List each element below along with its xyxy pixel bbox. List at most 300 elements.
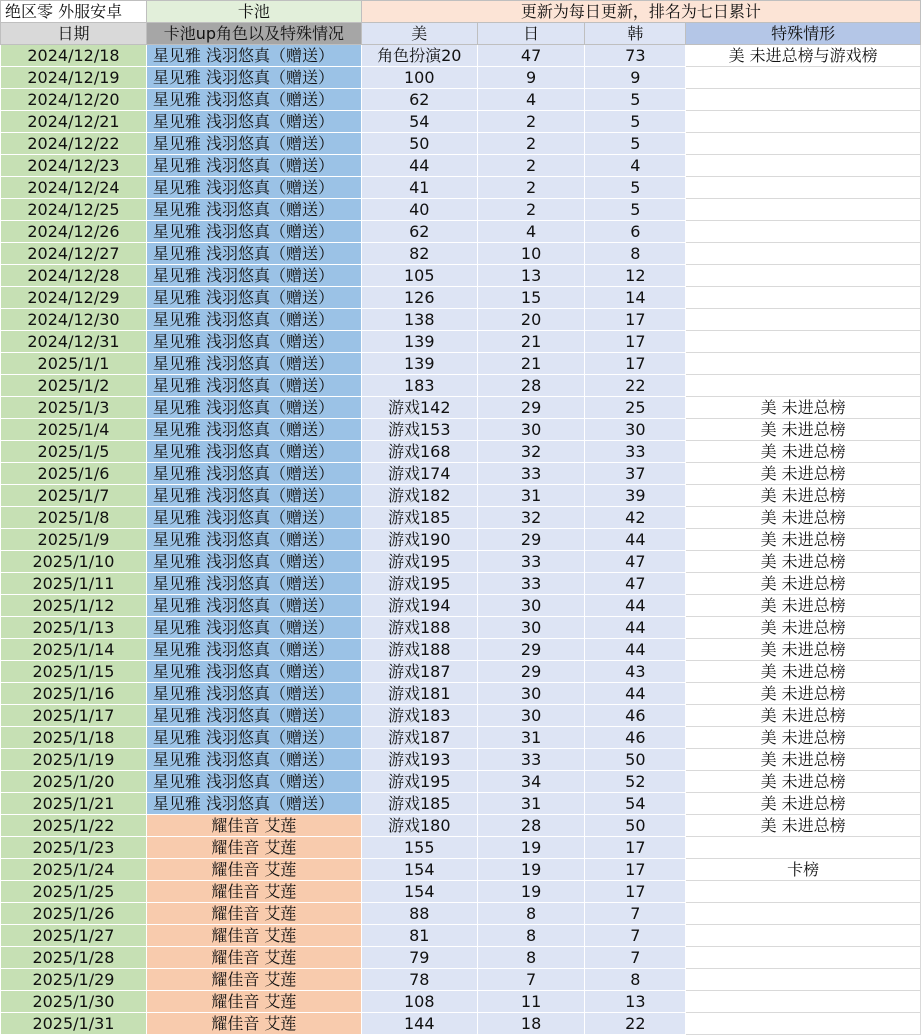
pool-cell[interactable]: 星见雅 浅羽悠真（赠送） [146,309,361,331]
kr-rank-cell[interactable]: 17 [585,331,686,353]
pool-cell[interactable]: 星见雅 浅羽悠真（赠送） [146,419,361,441]
jp-rank-cell[interactable]: 8 [477,903,585,925]
us-rank-cell[interactable]: 游戏190 [361,529,477,551]
pool-cell[interactable]: 星见雅 浅羽悠真（赠送） [146,595,361,617]
kr-rank-cell[interactable]: 22 [585,1013,686,1035]
kr-rank-cell[interactable]: 44 [585,683,686,705]
date-cell[interactable]: 2025/1/5 [1,441,147,463]
jp-rank-cell[interactable]: 33 [477,573,585,595]
pool-cell[interactable]: 星见雅 浅羽悠真（赠送） [146,67,361,89]
table-row [1,419,921,441]
kr-rank-cell[interactable]: 7 [585,947,686,969]
jp-rank-cell[interactable]: 4 [477,89,585,111]
us-rank-cell[interactable]: 105 [361,265,477,287]
pool-cell[interactable]: 耀佳音 艾莲 [146,969,361,991]
date-cell[interactable]: 2025/1/26 [1,903,147,925]
note-cell[interactable] [686,111,921,133]
pool-cell[interactable]: 星见雅 浅羽悠真（赠送） [146,529,361,551]
note-cell[interactable]: 美 未进总榜与游戏榜 [686,45,921,67]
date-cell[interactable]: 2025/1/31 [1,1013,147,1035]
date-cell[interactable]: 2025/1/16 [1,683,147,705]
us-rank-cell[interactable]: 108 [361,991,477,1013]
pool-cell[interactable]: 星见雅 浅羽悠真（赠送） [146,221,361,243]
date-cell[interactable]: 2024/12/20 [1,89,147,111]
pool-cell[interactable]: 耀佳音 艾莲 [146,815,361,837]
jp-rank-cell[interactable]: 19 [477,859,585,881]
note-cell[interactable]: 美 未进总榜 [686,639,921,661]
date-cell[interactable]: 2025/1/15 [1,661,147,683]
date-cell[interactable]: 2025/1/12 [1,595,147,617]
us-rank-cell[interactable]: 游戏180 [361,815,477,837]
pool-cell[interactable]: 星见雅 浅羽悠真（赠送） [146,133,361,155]
date-cell[interactable]: 2025/1/17 [1,705,147,727]
pool-cell[interactable]: 星见雅 浅羽悠真（赠送） [146,551,361,573]
date-cell[interactable]: 2025/1/21 [1,793,147,815]
jp-rank-cell[interactable]: 9 [477,67,585,89]
kr-rank-cell[interactable]: 17 [585,309,686,331]
kr-rank-cell[interactable]: 12 [585,265,686,287]
table-row [1,683,921,705]
table-row [1,243,921,265]
us-rank-cell[interactable]: 154 [361,859,477,881]
table-row [1,793,921,815]
note-cell[interactable] [686,133,921,155]
table-row [1,903,921,925]
table-row [1,265,921,287]
note-cell[interactable]: 美 未进总榜 [686,617,921,639]
jp-rank-cell[interactable]: 2 [477,155,585,177]
note-cell[interactable] [686,243,921,265]
date-cell[interactable]: 2025/1/7 [1,485,147,507]
pool-cell[interactable]: 星见雅 浅羽悠真（赠送） [146,243,361,265]
pool-cell[interactable]: 星见雅 浅羽悠真（赠送） [146,375,361,397]
date-cell[interactable]: 2025/1/4 [1,419,147,441]
pool-cell[interactable]: 星见雅 浅羽悠真（赠送） [146,155,361,177]
us-rank-cell[interactable]: 88 [361,903,477,925]
table-row [1,89,921,111]
note-cell[interactable] [686,1013,921,1035]
pool-cell[interactable]: 星见雅 浅羽悠真（赠送） [146,265,361,287]
note-cell[interactable] [686,881,921,903]
us-rank-cell[interactable]: 游戏187 [361,727,477,749]
kr-rank-cell[interactable]: 5 [585,89,686,111]
us-rank-cell[interactable]: 游戏168 [361,441,477,463]
date-cell[interactable]: 2025/1/13 [1,617,147,639]
us-rank-cell[interactable]: 155 [361,837,477,859]
note-cell[interactable] [686,925,921,947]
date-cell[interactable]: 2025/1/18 [1,727,147,749]
jp-rank-cell[interactable]: 2 [477,111,585,133]
note-cell[interactable]: 美 未进总榜 [686,727,921,749]
note-cell[interactable] [686,89,921,111]
jp-rank-cell[interactable]: 29 [477,639,585,661]
jp-rank-cell[interactable]: 4 [477,221,585,243]
jp-rank-cell[interactable]: 15 [477,287,585,309]
table-row [1,155,921,177]
note-cell[interactable]: 美 未进总榜 [686,529,921,551]
us-rank-cell[interactable]: 183 [361,375,477,397]
us-rank-cell[interactable]: 游戏142 [361,397,477,419]
table-row [1,617,921,639]
date-cell[interactable]: 2024/12/24 [1,177,147,199]
kr-rank-cell[interactable]: 17 [585,881,686,903]
table-row [1,485,921,507]
note-cell[interactable]: 美 未进总榜 [686,749,921,771]
jp-rank-cell[interactable]: 18 [477,1013,585,1035]
us-rank-cell[interactable]: 角色扮演20 [361,45,477,67]
note-cell[interactable]: 美 未进总榜 [686,419,921,441]
pool-cell[interactable]: 耀佳音 艾莲 [146,903,361,925]
jp-rank-cell[interactable]: 33 [477,463,585,485]
pool-cell[interactable]: 星见雅 浅羽悠真（赠送） [146,661,361,683]
table-row [1,177,921,199]
pool-cell[interactable]: 星见雅 浅羽悠真（赠送） [146,705,361,727]
jp-rank-cell[interactable]: 29 [477,529,585,551]
us-rank-cell[interactable]: 游戏195 [361,771,477,793]
date-cell[interactable]: 2025/1/14 [1,639,147,661]
us-rank-cell[interactable]: 游戏194 [361,595,477,617]
pool-cell[interactable]: 星见雅 浅羽悠真（赠送） [146,177,361,199]
kr-rank-cell[interactable]: 17 [585,859,686,881]
jp-rank-cell[interactable]: 19 [477,881,585,903]
date-cell[interactable]: 2025/1/20 [1,771,147,793]
jp-rank-cell[interactable]: 30 [477,683,585,705]
table-row [1,221,921,243]
note-cell[interactable] [686,309,921,331]
us-rank-cell[interactable]: 40 [361,199,477,221]
us-rank-cell[interactable]: 82 [361,243,477,265]
jp-rank-cell[interactable]: 2 [477,199,585,221]
kr-rank-cell[interactable]: 50 [585,749,686,771]
table-row [1,837,921,859]
note-cell[interactable] [686,177,921,199]
us-rank-cell[interactable]: 154 [361,881,477,903]
kr-rank-cell[interactable]: 5 [585,199,686,221]
us-rank-cell[interactable]: 41 [361,177,477,199]
pool-cell[interactable]: 星见雅 浅羽悠真（赠送） [146,793,361,815]
us-rank-cell[interactable]: 78 [361,969,477,991]
note-cell[interactable] [686,155,921,177]
kr-rank-cell[interactable]: 50 [585,815,686,837]
pool-cell[interactable]: 星见雅 浅羽悠真（赠送） [146,485,361,507]
note-cell[interactable] [686,221,921,243]
us-rank-cell[interactable]: 游戏187 [361,661,477,683]
kr-rank-cell[interactable]: 43 [585,661,686,683]
us-rank-cell[interactable]: 游戏188 [361,639,477,661]
us-rank-cell[interactable]: 游戏153 [361,419,477,441]
pool-cell[interactable]: 星见雅 浅羽悠真（赠送） [146,199,361,221]
kr-rank-cell[interactable]: 22 [585,375,686,397]
note-cell[interactable] [686,903,921,925]
table-row [1,463,921,485]
pool-cell[interactable]: 耀佳音 艾莲 [146,881,361,903]
kr-rank-cell[interactable]: 52 [585,771,686,793]
us-rank-cell[interactable]: 62 [361,89,477,111]
jp-rank-cell[interactable]: 28 [477,375,585,397]
kr-rank-cell[interactable]: 5 [585,177,686,199]
kr-rank-cell[interactable]: 46 [585,727,686,749]
date-cell[interactable]: 2025/1/3 [1,397,147,419]
date-cell[interactable]: 2025/1/27 [1,925,147,947]
date-cell[interactable]: 2025/1/29 [1,969,147,991]
us-rank-cell[interactable]: 100 [361,67,477,89]
pool-cell[interactable]: 耀佳音 艾莲 [146,925,361,947]
date-cell[interactable]: 2025/1/10 [1,551,147,573]
us-rank-cell[interactable]: 138 [361,309,477,331]
pool-cell[interactable]: 星见雅 浅羽悠真（赠送） [146,111,361,133]
col-pool-header: 卡池up角色以及特殊情况 [146,23,361,45]
note-cell[interactable]: 美 未进总榜 [686,441,921,463]
jp-rank-cell[interactable]: 28 [477,815,585,837]
us-rank-cell[interactable]: 游戏181 [361,683,477,705]
note-cell[interactable]: 美 未进总榜 [686,705,921,727]
note-cell[interactable] [686,265,921,287]
pool-cell[interactable]: 星见雅 浅羽悠真（赠送） [146,507,361,529]
jp-rank-cell[interactable]: 8 [477,925,585,947]
date-cell[interactable]: 2025/1/22 [1,815,147,837]
note-cell[interactable]: 美 未进总榜 [686,397,921,419]
kr-rank-cell[interactable]: 8 [585,243,686,265]
date-cell[interactable]: 2025/1/25 [1,881,147,903]
us-rank-cell[interactable]: 144 [361,1013,477,1035]
note-cell[interactable] [686,991,921,1013]
table-row [1,529,921,551]
date-cell[interactable]: 2024/12/27 [1,243,147,265]
us-rank-cell[interactable]: 44 [361,155,477,177]
date-cell[interactable]: 2024/12/28 [1,265,147,287]
table-row [1,771,921,793]
date-cell[interactable]: 2024/12/21 [1,111,147,133]
pool-cell[interactable]: 星见雅 浅羽悠真（赠送） [146,45,361,67]
jp-rank-cell[interactable]: 30 [477,595,585,617]
us-rank-cell[interactable]: 79 [361,947,477,969]
jp-rank-cell[interactable]: 32 [477,441,585,463]
kr-rank-cell[interactable]: 47 [585,573,686,595]
kr-rank-cell[interactable]: 13 [585,991,686,1013]
us-rank-cell[interactable]: 游戏185 [361,507,477,529]
pool-header: 卡池 [146,1,361,23]
date-cell[interactable]: 2024/12/22 [1,133,147,155]
us-rank-cell[interactable]: 游戏174 [361,463,477,485]
table-row [1,441,921,463]
kr-rank-cell[interactable]: 44 [585,617,686,639]
note-cell[interactable] [686,947,921,969]
pool-cell[interactable]: 星见雅 浅羽悠真（赠送） [146,353,361,375]
table-row [1,639,921,661]
kr-rank-cell[interactable]: 44 [585,529,686,551]
note-cell[interactable]: 美 未进总榜 [686,507,921,529]
us-rank-cell[interactable]: 81 [361,925,477,947]
jp-rank-cell[interactable]: 30 [477,705,585,727]
pool-cell[interactable]: 星见雅 浅羽悠真（赠送） [146,617,361,639]
pool-cell[interactable]: 耀佳音 艾莲 [146,947,361,969]
date-cell[interactable]: 2024/12/25 [1,199,147,221]
kr-rank-cell[interactable]: 30 [585,419,686,441]
note-cell[interactable] [686,199,921,221]
pool-cell[interactable]: 星见雅 浅羽悠真（赠送） [146,573,361,595]
kr-rank-cell[interactable]: 54 [585,793,686,815]
jp-rank-cell[interactable]: 34 [477,771,585,793]
us-rank-cell[interactable]: 游戏188 [361,617,477,639]
kr-rank-cell[interactable]: 14 [585,287,686,309]
pool-cell[interactable]: 星见雅 浅羽悠真（赠送） [146,89,361,111]
note-cell[interactable]: 美 未进总榜 [686,463,921,485]
pool-cell[interactable]: 星见雅 浅羽悠真（赠送） [146,749,361,771]
note-cell[interactable] [686,331,921,353]
jp-rank-cell[interactable]: 20 [477,309,585,331]
pool-cell[interactable]: 耀佳音 艾莲 [146,991,361,1013]
jp-rank-cell[interactable]: 30 [477,617,585,639]
kr-rank-cell[interactable]: 6 [585,221,686,243]
jp-rank-cell[interactable]: 31 [477,727,585,749]
note-cell[interactable] [686,837,921,859]
kr-rank-cell[interactable]: 39 [585,485,686,507]
us-rank-cell[interactable]: 139 [361,353,477,375]
table-row [1,309,921,331]
note-cell[interactable]: 美 未进总榜 [686,771,921,793]
note-cell[interactable]: 美 未进总榜 [686,595,921,617]
pool-cell[interactable]: 星见雅 浅羽悠真（赠送） [146,287,361,309]
note-cell[interactable]: 卡榜 [686,859,921,881]
jp-rank-cell[interactable]: 19 [477,837,585,859]
update-note-header: 更新为每日更新，排名为七日累计 [361,1,920,23]
us-rank-cell[interactable]: 游戏183 [361,705,477,727]
kr-rank-cell[interactable]: 17 [585,837,686,859]
note-cell[interactable]: 美 未进总榜 [686,815,921,837]
jp-rank-cell[interactable]: 2 [477,133,585,155]
date-cell[interactable]: 2024/12/23 [1,155,147,177]
note-cell[interactable] [686,375,921,397]
kr-rank-cell[interactable]: 17 [585,353,686,375]
date-cell[interactable]: 2025/1/30 [1,991,147,1013]
date-cell[interactable]: 2025/1/28 [1,947,147,969]
pool-cell[interactable]: 星见雅 浅羽悠真（赠送） [146,683,361,705]
date-cell[interactable]: 2025/1/6 [1,463,147,485]
table-row [1,287,921,309]
kr-rank-cell[interactable]: 9 [585,67,686,89]
us-rank-cell[interactable]: 50 [361,133,477,155]
note-cell[interactable] [686,353,921,375]
table-row [1,67,921,89]
note-cell[interactable]: 美 未进总榜 [686,485,921,507]
us-rank-cell[interactable]: 游戏185 [361,793,477,815]
us-rank-cell[interactable]: 139 [361,331,477,353]
kr-rank-cell[interactable]: 4 [585,155,686,177]
kr-rank-cell[interactable]: 47 [585,551,686,573]
us-rank-cell[interactable]: 游戏182 [361,485,477,507]
kr-rank-cell[interactable]: 42 [585,507,686,529]
date-cell[interactable]: 2024/12/31 [1,331,147,353]
kr-rank-cell[interactable]: 7 [585,925,686,947]
kr-rank-cell[interactable]: 44 [585,595,686,617]
jp-rank-cell[interactable]: 29 [477,661,585,683]
table-row [1,199,921,221]
jp-rank-cell[interactable]: 31 [477,793,585,815]
col-date-header: 日期 [1,23,147,45]
kr-rank-cell[interactable]: 44 [585,639,686,661]
kr-rank-cell[interactable]: 7 [585,903,686,925]
jp-rank-cell[interactable]: 30 [477,419,585,441]
jp-rank-cell[interactable]: 10 [477,243,585,265]
kr-rank-cell[interactable]: 37 [585,463,686,485]
note-cell[interactable]: 美 未进总榜 [686,573,921,595]
pool-cell[interactable]: 星见雅 浅羽悠真（赠送） [146,331,361,353]
pool-cell[interactable]: 星见雅 浅羽悠真（赠送） [146,397,361,419]
date-cell[interactable]: 2024/12/19 [1,67,147,89]
pool-cell[interactable]: 星见雅 浅羽悠真（赠送） [146,441,361,463]
header-row-top [1,1,921,23]
jp-rank-cell[interactable]: 7 [477,969,585,991]
table-row [1,331,921,353]
date-cell[interactable]: 2025/1/8 [1,507,147,529]
date-cell[interactable]: 2025/1/19 [1,749,147,771]
date-cell[interactable]: 2024/12/30 [1,309,147,331]
pool-cell[interactable]: 耀佳音 艾莲 [146,837,361,859]
header-row-columns [1,23,921,45]
date-cell[interactable]: 2024/12/26 [1,221,147,243]
jp-rank-cell[interactable]: 13 [477,265,585,287]
kr-rank-cell[interactable]: 5 [585,111,686,133]
jp-rank-cell[interactable]: 33 [477,749,585,771]
date-cell[interactable]: 2025/1/24 [1,859,147,881]
note-cell[interactable] [686,67,921,89]
jp-rank-cell[interactable]: 21 [477,353,585,375]
jp-rank-cell[interactable]: 31 [477,485,585,507]
note-cell[interactable]: 美 未进总榜 [686,551,921,573]
pool-cell[interactable]: 星见雅 浅羽悠真（赠送） [146,727,361,749]
jp-rank-cell[interactable]: 8 [477,947,585,969]
date-cell[interactable]: 2025/1/11 [1,573,147,595]
jp-rank-cell[interactable]: 11 [477,991,585,1013]
pool-cell[interactable]: 星见雅 浅羽悠真（赠送） [146,463,361,485]
kr-rank-cell[interactable]: 73 [585,45,686,67]
pool-cell[interactable]: 星见雅 浅羽悠真（赠送） [146,639,361,661]
date-cell[interactable]: 2025/1/1 [1,353,147,375]
jp-rank-cell[interactable]: 33 [477,551,585,573]
us-rank-cell[interactable]: 126 [361,287,477,309]
pool-cell[interactable]: 星见雅 浅羽悠真（赠送） [146,771,361,793]
pool-cell[interactable]: 耀佳音 艾莲 [146,859,361,881]
kr-rank-cell[interactable]: 33 [585,441,686,463]
note-cell[interactable] [686,969,921,991]
us-rank-cell[interactable]: 54 [361,111,477,133]
note-cell[interactable]: 美 未进总榜 [686,683,921,705]
note-cell[interactable]: 美 未进总榜 [686,661,921,683]
jp-rank-cell[interactable]: 21 [477,331,585,353]
col-us-header: 美 [361,23,477,45]
us-rank-cell[interactable]: 游戏193 [361,749,477,771]
us-rank-cell[interactable]: 游戏195 [361,573,477,595]
date-cell[interactable]: 2025/1/2 [1,375,147,397]
jp-rank-cell[interactable]: 47 [477,45,585,67]
us-rank-cell[interactable]: 62 [361,221,477,243]
us-rank-cell[interactable]: 游戏195 [361,551,477,573]
jp-rank-cell[interactable]: 32 [477,507,585,529]
jp-rank-cell[interactable]: 29 [477,397,585,419]
date-cell[interactable]: 2024/12/18 [1,45,147,67]
jp-rank-cell[interactable]: 2 [477,177,585,199]
pool-cell[interactable]: 耀佳音 艾莲 [146,1013,361,1035]
note-cell[interactable]: 美 未进总榜 [686,793,921,815]
kr-rank-cell[interactable]: 5 [585,133,686,155]
kr-rank-cell[interactable]: 46 [585,705,686,727]
kr-rank-cell[interactable]: 25 [585,397,686,419]
date-cell[interactable]: 2024/12/29 [1,287,147,309]
date-cell[interactable]: 2025/1/9 [1,529,147,551]
kr-rank-cell[interactable]: 8 [585,969,686,991]
note-cell[interactable] [686,287,921,309]
date-cell[interactable]: 2025/1/23 [1,837,147,859]
